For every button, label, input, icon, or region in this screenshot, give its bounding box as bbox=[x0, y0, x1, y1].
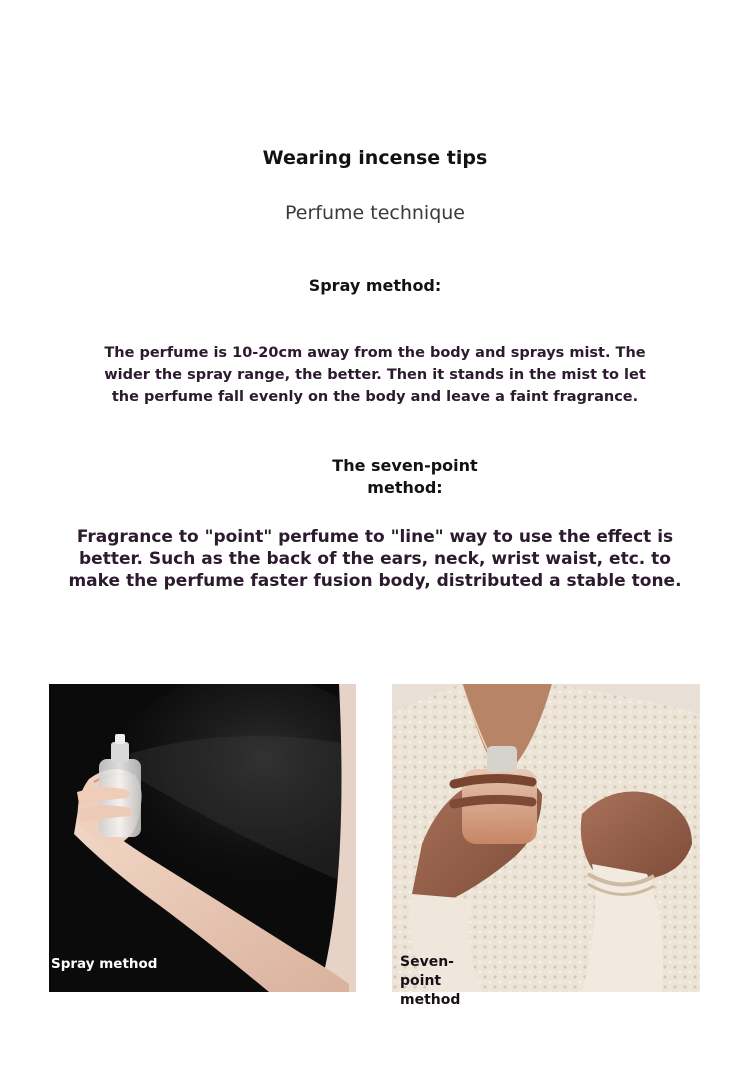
page-title: Wearing incense tips bbox=[262, 147, 488, 169]
seven-point-method-heading: The seven-point method: bbox=[332, 456, 478, 497]
spray-method-description: The perfume is 10-20cm away from the body and sprays mist. The wider the spray range, the better. Then it stands in the mist to let the perfume fall evenly on the body and leave a faint fragrance. bbox=[104, 345, 646, 405]
seven-point-method-description: Fragrance to "point" perfume to "line" way to use the effect is better. Such as the back of the ears, neck, wrist waist, etc. to make the perfume faster fusion body, distributed a stable tone. bbox=[68, 527, 682, 591]
spray-method-caption: Spray method bbox=[51, 956, 158, 972]
page-subtitle: Perfume technique bbox=[285, 202, 465, 224]
seven-point-method-photo bbox=[392, 684, 700, 992]
seven-point-method-caption: Seven-point method bbox=[400, 954, 461, 1008]
spray-method-photo bbox=[49, 684, 356, 992]
spray-method-heading: Spray method: bbox=[308, 276, 442, 295]
